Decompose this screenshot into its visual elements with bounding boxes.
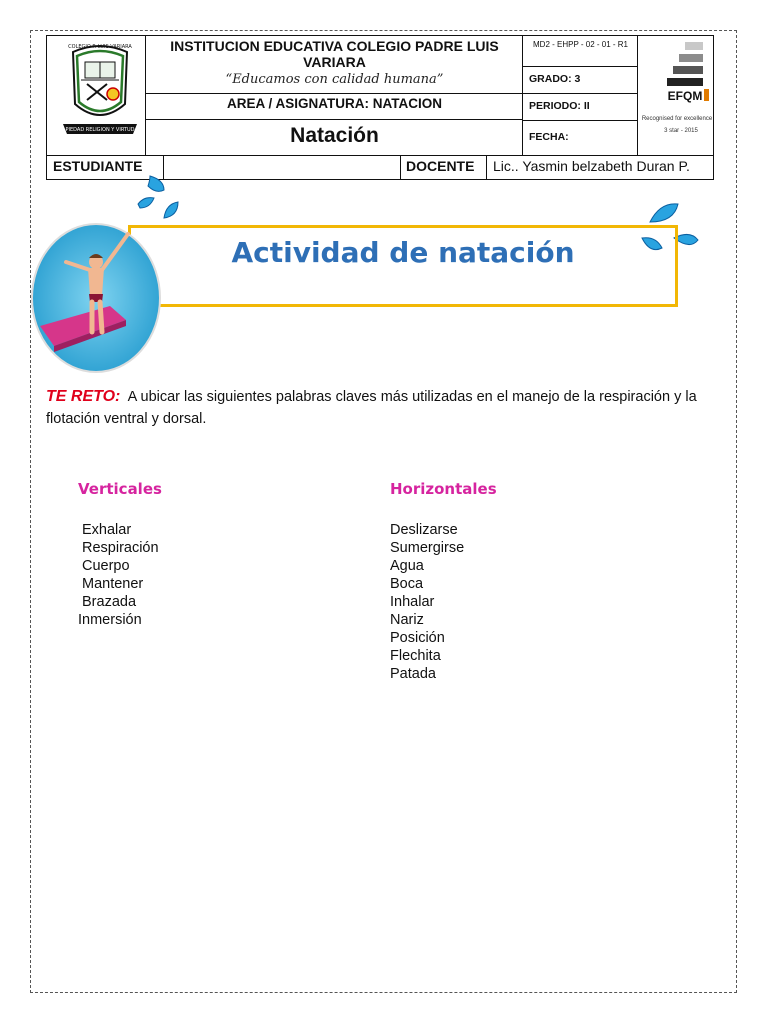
list-item: Nariz <box>390 612 424 628</box>
list-item: Posición <box>390 630 445 646</box>
efqm-logo-text: EFQM <box>667 89 703 103</box>
list-item: Exhalar <box>82 522 132 538</box>
efqm-caption-1: Recognised for excellence <box>641 116 713 122</box>
horizontales-heading: Horizontales <box>390 480 497 498</box>
date-label: FECHA: <box>529 131 569 143</box>
crest-ribbon-text: PIEDAD RELIGION Y VIRTUD <box>65 127 135 133</box>
list-item: Mantener <box>82 576 144 592</box>
grade-label: GRADO: 3 <box>529 73 581 85</box>
list-item: Respiración <box>82 540 159 556</box>
student-label: ESTUDIANTE <box>53 158 143 174</box>
list-item: Deslizarse <box>390 522 458 538</box>
list-item: Flechita <box>390 648 441 664</box>
subject-title: Natación <box>290 124 379 147</box>
teacher-name: Lic.. Yasmin belzabeth Duran P. <box>493 158 690 174</box>
institution-name: INSTITUCION EDUCATIVA COLEGIO PADRE LUIS VARIARA <box>170 38 499 70</box>
list-item: Inmersión <box>78 612 142 628</box>
verticales-word-list <box>78 521 159 629</box>
horizontales-word-list <box>390 521 464 683</box>
list-item: Brazada <box>82 594 137 610</box>
water-drops-icon <box>134 172 184 222</box>
area-subject-label: AREA / ASIGNATURA: NATACION <box>227 96 442 111</box>
list-item: Agua <box>390 558 424 574</box>
challenge-paragraph <box>46 386 722 430</box>
document-header <box>46 35 714 180</box>
diver-illustration <box>30 222 162 374</box>
list-item: Boca <box>390 576 424 592</box>
list-item: Patada <box>390 666 436 682</box>
list-item: Sumergirse <box>390 540 465 556</box>
institution-motto: “Educamos con calidad humana” <box>225 72 444 87</box>
efqm-logo <box>641 38 713 152</box>
list-item: Cuerpo <box>82 558 130 574</box>
list-item: Inhalar <box>390 594 435 610</box>
school-crest-logo <box>59 42 141 140</box>
verticales-heading: Verticales <box>78 480 162 498</box>
activity-title: Actividad de natación <box>231 236 575 269</box>
challenge-label: TE RETO: <box>46 388 121 405</box>
crest-top-text: COLEGIO P. LUIS VARIARA <box>68 44 132 50</box>
teacher-label: DOCENTE <box>406 158 475 174</box>
document-code: MD2 - EHPP - 02 - 01 - R1 <box>533 40 628 49</box>
challenge-text: A ubicar las siguientes palabras claves más utilizadas en el manejo de la respiración y la flotación ventral y dorsal. <box>46 389 697 427</box>
efqm-caption-2: 3 star - 2015 <box>664 128 698 134</box>
period-label: PERIODO: II <box>529 100 590 112</box>
